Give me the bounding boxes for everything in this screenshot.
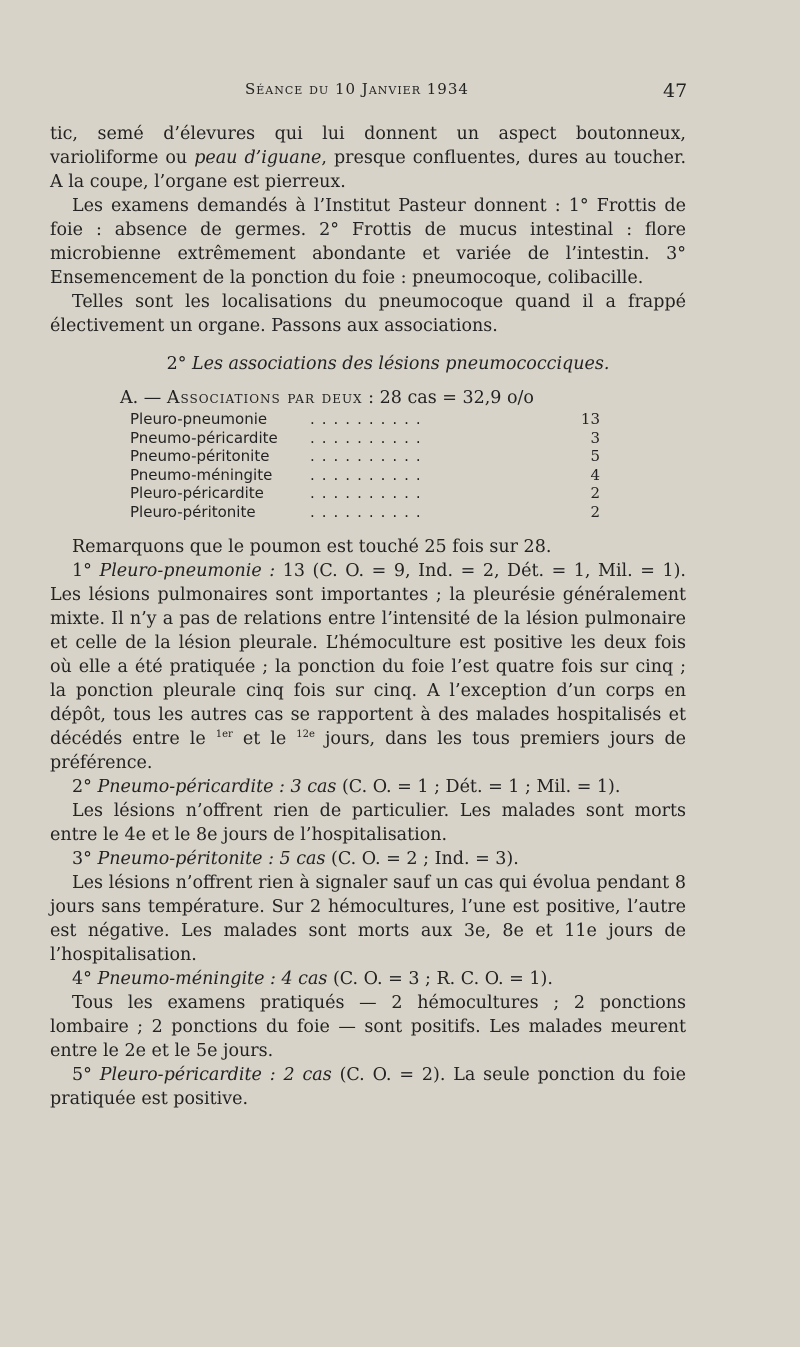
table-row bbox=[130, 447, 600, 466]
row-label: Pleuro-péricardite bbox=[130, 484, 264, 502]
running-header bbox=[0, 80, 800, 106]
assoc-count: : 28 cas = 32,9 o/o bbox=[362, 388, 534, 408]
item-title: Pleuro-pneumonie : bbox=[99, 561, 283, 581]
association-heading bbox=[50, 386, 686, 410]
item-text: 13 (C. O. = 9, Ind. = 2, Dét. = 1, Mil. = 1). Les lésions pulmonaires sont importantes ; la pleurésie généralement mixte. Il n’y a pas de relations entre l’intensité de la lésion pulmonaire et celle de la lésion pleurale. L’hémoculture est positive les deux fois où elle a été pratiquée ; la ponction du foie l’est quatre fois sur cinq ; la ponction pleurale cinq fois sur cinq. A l’exception d’un corps en dépôt, tous les autres cas se rapportent à des malades hospitalisés et décédés entre le bbox=[50, 561, 686, 749]
paragraph-3: Telles sont les localisations du pneumocoque quand il a frappé électivement un organe. Passons aux associations. bbox=[50, 292, 686, 336]
paragraph-12 bbox=[50, 1063, 686, 1111]
section-title-text: Les associations des lésions pneumococciques. bbox=[192, 354, 610, 374]
row-label: Pneumo-péricardite bbox=[130, 428, 278, 447]
text-run-italic: peau d’iguane bbox=[194, 148, 322, 168]
item-title: Pneumo-méningite : 4 cas bbox=[97, 969, 328, 989]
item-title: Pleuro-péricardite : 2 cas bbox=[99, 1065, 332, 1085]
section-title bbox=[50, 352, 686, 376]
row-value: 3 bbox=[590, 428, 600, 447]
leader-dots: .......... bbox=[310, 502, 428, 521]
item-text: (C. O. = 1 ; Dét. = 1 ; Mil. = 1). bbox=[336, 777, 621, 797]
text-run: tic, semé d’élevures qui lui donnent un aspect boutonneux, varioliforme ou bbox=[50, 124, 686, 168]
item-text: (C. O. = 2). La seule ponction du foie pratiquée est positive. bbox=[50, 1065, 687, 1109]
item-number: 2° bbox=[72, 777, 98, 797]
paragraph-10 bbox=[50, 967, 686, 991]
table-row bbox=[130, 466, 600, 485]
leader-dots: .......... bbox=[310, 465, 428, 484]
paragraph-11: Tous les examens pratiqués — 2 hémocultures ; 2 ponctions lombaire ; 2 ponctions du foie — sont positifs. Les malades meurent entre le 2e et le 5e jours. bbox=[50, 993, 686, 1061]
row-value: 2 bbox=[590, 502, 600, 521]
row-label: Pneumo-méningite bbox=[130, 465, 273, 484]
paragraph-4: Remarquons que le poumon est touché 25 fois sur 28. bbox=[72, 537, 552, 557]
paragraph-2: Les examens demandés à l’Institut Pasteur donnent : 1° Frottis de foie : absence de germes. 2° Frottis de mucus intestinal : flore microbienne extrêmement abondante et variée de l’intestin. 3° Ensemencement de la ponction du foie : pneumocoque, colibacille. bbox=[50, 196, 686, 288]
item-number: 3° bbox=[72, 849, 98, 869]
item-number: 5° bbox=[72, 1065, 100, 1085]
running-title: Séance du 10 Janvier 1934 bbox=[245, 80, 469, 98]
row-value: 13 bbox=[580, 410, 600, 428]
assoc-label: Associations par deux bbox=[166, 388, 363, 408]
item-number: 4° bbox=[72, 969, 98, 989]
paragraph-1 bbox=[50, 122, 686, 194]
row-value: 5 bbox=[590, 447, 600, 465]
paragraph-5 bbox=[50, 559, 686, 775]
table-row bbox=[130, 503, 600, 522]
table-row bbox=[130, 410, 600, 429]
page-number: 47 bbox=[663, 80, 688, 102]
association-table bbox=[130, 410, 600, 521]
leader-dots: .......... bbox=[310, 447, 428, 465]
item-title: Pneumo-péricardite : 3 cas bbox=[97, 777, 337, 797]
item-text: et le bbox=[232, 729, 297, 749]
assoc-prefix: A. — bbox=[120, 388, 167, 408]
leader-dots: .......... bbox=[310, 428, 428, 447]
row-label: Pneumo-péritonite bbox=[130, 447, 270, 465]
item-number: 1° bbox=[72, 561, 100, 581]
text-run: , presque confluentes, dures au toucher. A la coupe, l’organe est pierreux. bbox=[50, 148, 687, 192]
row-value: 4 bbox=[590, 465, 600, 484]
body-text bbox=[50, 122, 686, 1111]
section-number: 2° bbox=[166, 354, 187, 374]
item-title: Pneumo-péritonite : 5 cas bbox=[97, 849, 326, 869]
leader-dots: .......... bbox=[310, 484, 428, 502]
paragraph-8 bbox=[50, 847, 686, 871]
paragraph-7: Les lésions n’offrent rien de particulier. Les malades sont morts entre le 4e et le 8e jours de l’hospitalisation. bbox=[50, 801, 686, 845]
item-text: jours, dans les tous premiers jours de préférence. bbox=[50, 729, 686, 773]
superscript: 1er bbox=[215, 729, 233, 741]
row-value: 2 bbox=[590, 484, 600, 502]
table-row bbox=[130, 484, 600, 503]
superscript: 12e bbox=[296, 729, 315, 741]
paragraph-9: Les lésions n’offrent rien à signaler sauf un cas qui évolua pendant 8 jours sans température. Sur 2 hémocultures, l’une est positive, l’autre est négative. Les malades sont morts aux 3e, 8e et 11e jours de l’hospitalisation. bbox=[50, 873, 686, 965]
item-text: (C. O. = 3 ; R. C. O. = 1). bbox=[327, 969, 553, 989]
table-row bbox=[130, 429, 600, 448]
paragraph-6 bbox=[50, 775, 686, 799]
leader-dots: .......... bbox=[310, 410, 428, 428]
row-label: Pleuro-pneumonie bbox=[130, 410, 268, 428]
row-label: Pleuro-péritonite bbox=[130, 502, 256, 521]
item-text: (C. O. = 2 ; Ind. = 3). bbox=[325, 849, 519, 869]
